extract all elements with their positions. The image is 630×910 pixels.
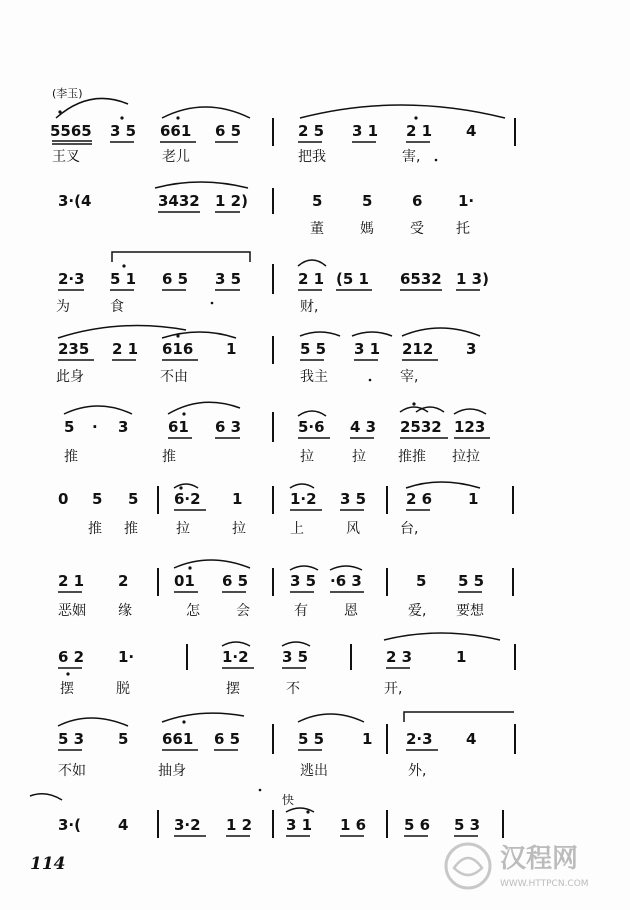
lyric: 恶姻 — [58, 603, 86, 619]
slur — [58, 718, 128, 726]
slur — [290, 566, 318, 570]
note-group: 1· — [458, 192, 475, 210]
note-group: 1 3) — [456, 270, 489, 288]
note-group: 2 1 — [58, 572, 85, 590]
watermark-url: WWW.HTTPCN.COM — [500, 879, 589, 889]
lyric: 风 — [346, 521, 360, 537]
slur — [30, 794, 62, 800]
slur — [58, 326, 186, 339]
bar-line — [157, 568, 159, 596]
slur — [112, 252, 250, 262]
octave-dot — [176, 116, 179, 119]
slur — [174, 484, 198, 488]
slur — [286, 808, 314, 812]
note-group: 3 1 — [286, 816, 313, 834]
note-group: 2 5 — [298, 122, 325, 140]
note-group: 5 — [416, 572, 427, 590]
octave-dot — [188, 566, 191, 569]
bar-line — [272, 336, 274, 364]
lyric: 台, — [400, 521, 419, 537]
octave-dot — [58, 110, 61, 113]
bar-line — [186, 644, 188, 670]
watermark-logo-icon — [440, 838, 496, 894]
note-group: 2·3 — [406, 730, 433, 748]
note-group: 1· — [118, 648, 135, 666]
slur — [290, 484, 314, 488]
note-group: 212 — [402, 340, 434, 358]
note-group: 3 5 — [340, 490, 367, 508]
note-group: 1 — [468, 490, 479, 508]
slur — [384, 633, 500, 640]
note-group: 2 1 — [406, 122, 433, 140]
bar-line — [512, 486, 514, 514]
lyric: 开, — [384, 681, 403, 697]
lyric: 摆 — [60, 681, 74, 697]
note-group: 5 — [64, 418, 75, 436]
lyric: 媽 — [360, 221, 374, 237]
note-group: 5 3 — [454, 816, 481, 834]
note-group: 1 — [232, 490, 243, 508]
note-group: 2 3 — [386, 648, 413, 666]
note-group: 6 5 — [214, 730, 241, 748]
note-group: 5 — [92, 490, 103, 508]
note-group: 616 — [162, 340, 194, 358]
slur — [352, 332, 392, 336]
bar-line — [350, 644, 352, 670]
note-group: 1 — [362, 730, 373, 748]
note-group: 5 — [312, 192, 323, 210]
slur — [298, 411, 326, 416]
note-group: 01 — [174, 572, 195, 590]
slur — [162, 713, 244, 722]
bar-line — [512, 568, 514, 596]
lyric: 推 — [64, 449, 78, 465]
octave-dot — [66, 672, 69, 675]
note-group: 2532 — [400, 418, 442, 436]
note-group: 6 — [412, 192, 423, 210]
lyric: 拉拉 — [452, 449, 480, 465]
lyric: 此身 — [56, 369, 84, 385]
lyric: 拉 — [176, 521, 190, 537]
note-group: 6 3 — [215, 418, 242, 436]
note-group: 5 5 — [458, 572, 485, 590]
slur — [404, 712, 514, 722]
note-group: 0 — [58, 490, 69, 508]
note-group: 6 5 — [162, 270, 189, 288]
lyric: 推 — [88, 521, 102, 537]
lyric: 宰, — [400, 369, 419, 385]
note-group: 4 3 — [350, 418, 377, 436]
lyric: 推 — [124, 521, 138, 537]
note-group: 5 — [362, 192, 373, 210]
lyric: 拉 — [232, 521, 246, 537]
note-group: 2 1 — [112, 340, 139, 358]
slur — [300, 105, 505, 118]
bar-line — [514, 724, 516, 754]
note-group: 2·3 — [58, 270, 85, 288]
note-group: 6 5 — [215, 122, 242, 140]
note-group: 2 6 — [406, 490, 433, 508]
note-group: 123 — [454, 418, 486, 436]
note-group: 1 2 — [226, 816, 253, 834]
note-group: 6·2 — [174, 490, 201, 508]
slur — [174, 560, 250, 568]
octave-dot — [182, 412, 185, 415]
note-group: 5 6 — [404, 816, 431, 834]
note-group: 4 — [466, 730, 477, 748]
octave-dot — [122, 264, 125, 267]
note-group: 1 — [226, 340, 237, 358]
note-group: 3 5 — [290, 572, 317, 590]
note-group: 4 — [466, 122, 477, 140]
slur — [162, 332, 236, 338]
bar-line — [272, 486, 274, 514]
lyric: 王叉 — [52, 149, 80, 165]
note-group: 3 1 — [352, 122, 379, 140]
note-group: 5 5 — [300, 340, 327, 358]
note-group: 5 — [128, 490, 139, 508]
bar-line — [386, 810, 388, 838]
octave-dot — [182, 720, 185, 723]
octave-dot — [259, 789, 262, 792]
note-group: 661 — [162, 730, 194, 748]
lyric: 要想 — [456, 603, 484, 619]
lyric: 受 — [410, 221, 424, 237]
note-group: 3 — [466, 340, 477, 358]
slur — [300, 332, 340, 336]
note-group: 3 — [118, 418, 129, 436]
lyric: 食 — [110, 299, 124, 315]
octave-dot — [412, 402, 415, 405]
lyric: 托 — [456, 221, 470, 237]
octave-dot — [176, 334, 179, 337]
note-group: 3 5 — [110, 122, 137, 140]
lyric: 会 — [236, 603, 250, 619]
note-group: 6 5 — [222, 572, 249, 590]
bar-line — [272, 188, 274, 214]
lyric: 缘 — [118, 603, 132, 619]
note-group: 5565 — [50, 122, 92, 140]
page-number: 114 — [30, 854, 66, 874]
bar-line — [502, 810, 504, 838]
note-group: 1·2 — [222, 648, 249, 666]
note-group: 235 — [58, 340, 90, 358]
lyric: 摆 — [226, 681, 240, 697]
note-group: 3·2 — [174, 816, 201, 834]
note-group: 5 5 — [298, 730, 325, 748]
note-group: 5 3 — [58, 730, 85, 748]
lyric: 脱 — [116, 681, 130, 697]
slur — [222, 642, 250, 646]
lyric: 把我 — [298, 149, 326, 165]
lyric: 恩 — [344, 603, 358, 619]
octave-dot — [211, 302, 214, 305]
slur — [282, 642, 310, 646]
note-group: 5 1 — [110, 270, 137, 288]
bar-line — [514, 644, 516, 670]
note-group: 5·6 — [298, 418, 325, 436]
lyric: 老儿 — [162, 149, 190, 165]
lyric: 外, — [408, 763, 427, 779]
slur — [400, 407, 428, 412]
note-group: 3 1 — [354, 340, 381, 358]
note-group: 3 5 — [215, 270, 242, 288]
lyric: 上 — [290, 521, 304, 537]
bar-line — [272, 724, 274, 754]
lyric: 不由 — [160, 369, 188, 385]
bar-line — [514, 118, 516, 146]
note-group: 1 — [456, 648, 467, 666]
lyric: 推 — [162, 449, 176, 465]
bar-line — [157, 486, 159, 514]
lyric: 有 — [294, 603, 308, 619]
octave-dot — [120, 116, 123, 119]
note-group: ·6 3 — [330, 572, 362, 590]
note-group: 1 6 — [340, 816, 367, 834]
bar-line — [272, 810, 274, 838]
lyric: 爱, — [408, 603, 427, 619]
bar-line — [386, 486, 388, 514]
lyric: 逃出 — [300, 763, 328, 779]
lyric: 拉 — [352, 449, 366, 465]
slur — [162, 107, 250, 118]
lyric: 拉 — [300, 449, 314, 465]
slur — [402, 328, 480, 336]
slur — [298, 260, 326, 266]
bar-line — [386, 724, 388, 754]
note-group: 2 — [118, 572, 129, 590]
slur — [56, 98, 128, 118]
bar-line — [272, 568, 274, 596]
slur — [298, 714, 364, 722]
note-group: 1·2 — [290, 490, 317, 508]
slur — [454, 409, 486, 414]
lyric: 董 — [310, 221, 324, 237]
watermark-brand: 汉程网 — [500, 844, 579, 874]
lyric: 我主 — [300, 369, 328, 385]
note-group: 3432 — [158, 192, 200, 210]
lyric: 为 — [56, 299, 70, 315]
slur — [406, 482, 480, 488]
bar-line — [272, 118, 274, 146]
slur — [155, 182, 248, 188]
lyric: 怎 — [186, 603, 200, 619]
lyric: 害, — [402, 149, 421, 165]
slur — [416, 407, 444, 412]
octave-dot — [306, 810, 309, 813]
slur — [168, 402, 240, 414]
note-group: 2 1 — [298, 270, 325, 288]
note-group: 1 2) — [215, 192, 248, 210]
lyric: 不如 — [58, 763, 86, 779]
note-group: 3 5 — [282, 648, 309, 666]
note-group: 3·(4 — [58, 192, 92, 210]
bar-line — [272, 264, 274, 294]
slur — [64, 406, 132, 414]
note-group: 661 — [160, 122, 192, 140]
octave-dot — [414, 116, 417, 119]
octave-dot — [369, 379, 372, 382]
lyric: 不 — [286, 681, 300, 697]
bar-line — [157, 810, 159, 838]
note-group: 3·( — [58, 816, 81, 834]
note-group: 6 2 — [58, 648, 85, 666]
tempo-mark: 快 — [282, 793, 295, 807]
lyric: 推推 — [398, 449, 426, 465]
note-group: 6532 — [400, 270, 442, 288]
note-group: · — [92, 418, 98, 436]
lyric: 抽身 — [158, 763, 186, 779]
octave-dot — [435, 159, 438, 162]
bar-line — [386, 568, 388, 596]
note-group: 61 — [168, 418, 189, 436]
slur — [330, 566, 362, 570]
note-group: (5 1 — [336, 270, 369, 288]
note-group: 5 — [118, 730, 129, 748]
bar-line — [272, 412, 274, 442]
note-group: 4 — [118, 816, 129, 834]
role-label: (李玉) — [52, 87, 83, 100]
lyric: 财, — [300, 299, 319, 315]
